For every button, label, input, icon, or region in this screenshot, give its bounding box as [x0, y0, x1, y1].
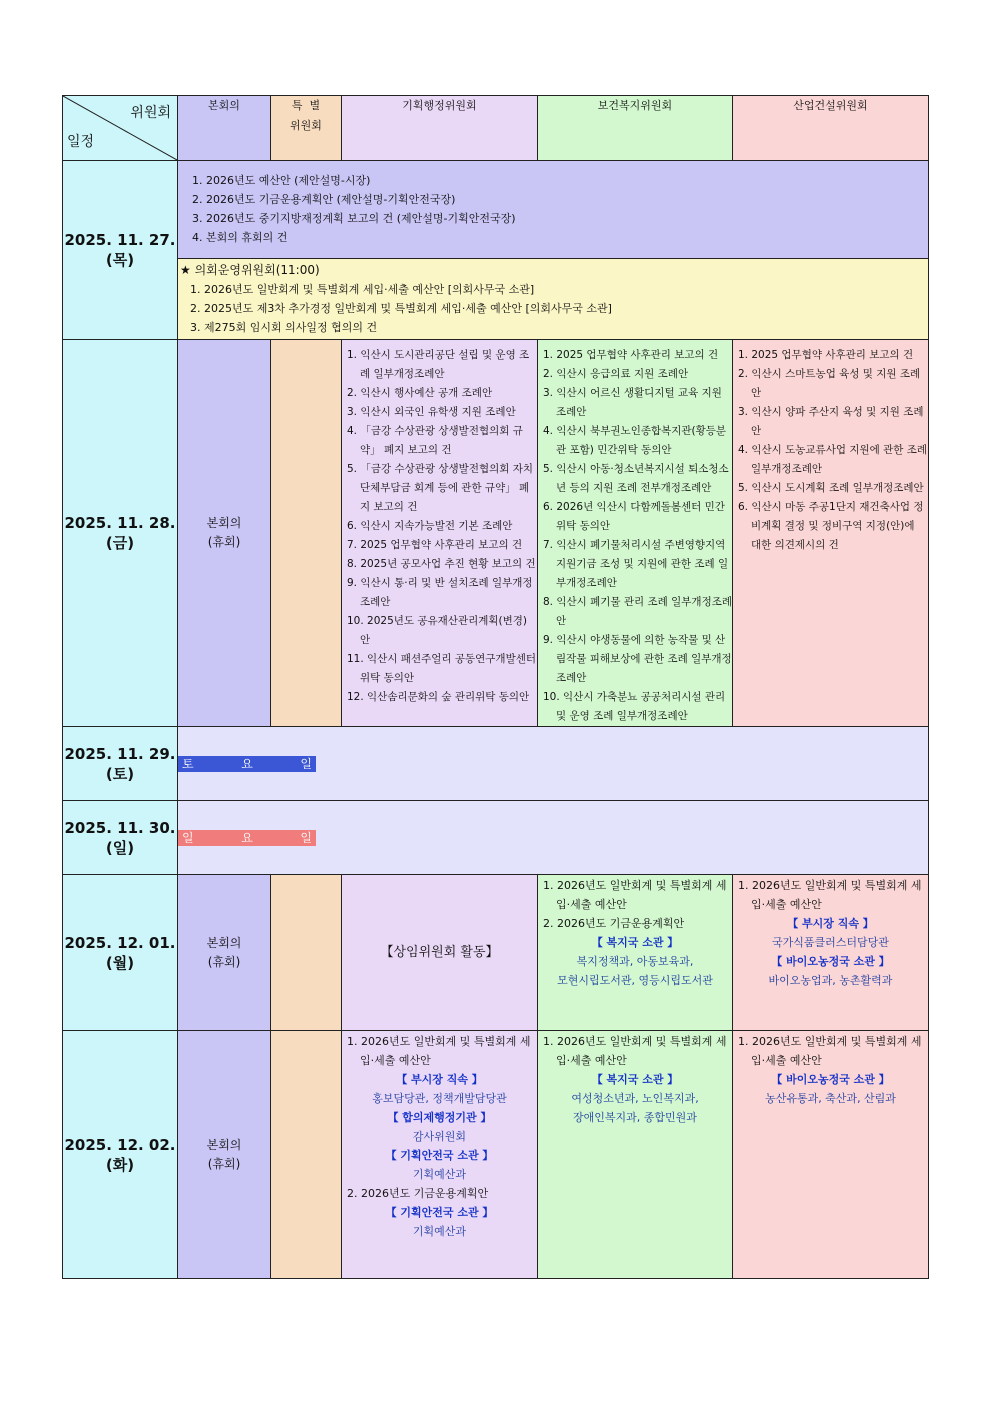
agenda-item: 1. 익산시 도시관리공단 설립 및 운영 조례 일부개정조례안 — [347, 349, 530, 380]
dept-sub: 국가식품클러스터담당관 — [772, 936, 889, 949]
agenda-item: 1. 2025 업무협약 사후관리 보고의 건 — [738, 349, 914, 361]
day-text: (목) — [105, 251, 135, 269]
sunday-label — [178, 830, 316, 846]
dept-tag: 【 부시장 직속 】 — [396, 1073, 483, 1086]
saneop-1202 — [733, 1031, 929, 1279]
dept-tag: 【 기획안전국 소관 】 — [385, 1206, 494, 1219]
agenda-item: 5. 익산시 도시계획 조례 일부개정조례안 — [738, 482, 924, 494]
agenda-item: 4. 「금강 수상관광 상생발전협의회 규약」 폐지 보고의 건 — [347, 425, 523, 456]
agenda-item: 3. 익산시 어르신 생활디지털 교육 지원 조례안 — [543, 387, 722, 418]
agenda-item: 6. 익산시 지속가능발전 기본 조례안 — [347, 520, 513, 532]
header-special — [271, 96, 342, 161]
bogeon-1128 — [538, 340, 733, 727]
agenda-item: 9. 익산시 야생동물에 의한 농작물 및 산림작물 피해보상에 관한 조례 일부개정조례안 — [543, 634, 732, 684]
day-text: (금) — [105, 534, 135, 552]
date-1129 — [63, 727, 178, 801]
gihoek-1201 — [342, 875, 538, 1031]
header-bogeon: 보건복지위원회 — [538, 96, 733, 161]
date-text: 2025. 11. 27. — [64, 231, 176, 249]
special-1201 — [271, 875, 342, 1031]
date-text: 2025. 11. 29. — [64, 744, 176, 763]
agenda-item: 1. 2026년도 일반회계 및 특별회계 세입·세출 예산안 — [738, 879, 922, 911]
special-1128 — [271, 340, 342, 727]
saneop-1128 — [733, 340, 929, 727]
dept-tag: 【 기획안전국 소관 】 — [385, 1149, 494, 1162]
agenda-item: 2. 2026년도 기금운용계획안 — [347, 1187, 489, 1200]
weekend-char: 요 — [241, 756, 253, 771]
agenda-item: 9. 익산시 통·리 및 반 설치조례 일부개정조례안 — [347, 577, 533, 608]
dept-sub: 기획예산과 — [412, 1168, 467, 1181]
day-text: (일) — [105, 838, 135, 857]
weekend-1129 — [178, 727, 929, 801]
plenary-status-sub: (휴회) — [207, 1156, 241, 1171]
day-text: (토) — [105, 764, 135, 783]
dept-tag: 【 합의제행정기관 】 — [387, 1111, 492, 1124]
council-item: 1. 2026년도 일반회계 및 특별회계 세입·세출 예산안 [의회사무국 소관] — [190, 283, 535, 296]
date-1202 — [63, 1031, 178, 1279]
agenda-item: 12. 익산솜리문화의 숲 관리위탁 동의안 — [347, 691, 530, 703]
agenda-item: 10. 익산시 가축분뇨 공공처리시설 관리 및 운영 조례 일부개정조례안 — [543, 691, 726, 722]
date-text: 2025. 12. 02. — [64, 1135, 176, 1154]
agenda-item: 3. 익산시 외국인 유학생 지원 조례안 — [347, 406, 516, 418]
plenary-status: 본회의 — [206, 935, 242, 950]
agenda-item: 10. 2025년도 공유재산관리계획(변경)안 — [347, 615, 528, 646]
date-1128 — [63, 340, 178, 727]
agenda-item: 6. 익산시 마동 주공1단지 재건축사업 정비계획 결정 및 정비구역 지정(안)에 대한 의견제시의 건 — [738, 501, 924, 551]
agenda-item: 5. 「금강 수상관광 상생발전협의회 자치단체부담금 회계 등에 관한 규약」 폐지 보고의 건 — [347, 463, 534, 513]
dept-tag: 【 바이오농정국 소관 】 — [771, 1073, 890, 1086]
committee-activity: 【상임위원회 활동】 — [380, 945, 499, 960]
dept-sub: 바이오농업과, 농촌활력과 — [768, 974, 893, 987]
date-text: 2025. 11. 30. — [64, 818, 176, 837]
header-date-cell — [63, 96, 178, 161]
agenda-item: 3. 익산시 양파 주산지 육성 및 지원 조례안 — [738, 406, 924, 437]
agenda-item: 11. 익산시 패션주얼리 공동연구개발센터 위탁 동의안 — [347, 653, 536, 684]
dept-tag: 【 복지국 소관 】 — [591, 1073, 679, 1086]
agenda-item: 2. 익산시 응급의료 지원 조례안 — [543, 368, 689, 380]
dept-sub: 농산유통과, 축산과, 산림과 — [765, 1092, 896, 1105]
gihoek-1202 — [342, 1031, 538, 1279]
agenda-item: 2. 2026년도 기금운용계획안 — [543, 917, 685, 930]
gihoek-1128 — [342, 340, 538, 727]
council-item: 2. 2025년도 제3차 추가경정 일반회계 및 특별회계 세입·세출 예산안 [의회사무국 소관] — [190, 302, 612, 315]
plenary-status-sub: (휴회) — [207, 535, 241, 549]
plenary-1128 — [178, 340, 271, 727]
bogeon-1202 — [538, 1031, 733, 1279]
weekend-char: 일 — [300, 756, 312, 771]
plenary-item: 2. 2026년도 기금운용계획안 (제안설명-기획안전국장) — [192, 193, 456, 206]
agenda-item: 1. 2026년도 일반회계 및 특별회계 세입·세출 예산안 — [347, 1035, 531, 1067]
plenary-status: 본회의 — [206, 1137, 242, 1152]
agenda-item: 1. 2026년도 일반회계 및 특별회계 세입·세출 예산안 — [738, 1035, 922, 1067]
plenary-status-sub: (휴회) — [207, 954, 241, 969]
agenda-item: 7. 2025 업무협약 사후관리 보고의 건 — [347, 539, 523, 551]
dept-sub: 감사위원회 — [412, 1130, 467, 1143]
agenda-item: 6. 2026년 익산시 다함께돌봄센터 민간위탁 동의안 — [543, 501, 725, 532]
row-1202 — [63, 1031, 929, 1279]
schedule-label: 일정 — [67, 134, 95, 150]
agenda-item: 4. 익산시 북부권노인종합복지관(황등분관 포함) 민간위탁 동의안 — [543, 425, 727, 456]
header-row — [63, 96, 929, 161]
date-1130 — [63, 801, 178, 875]
weekend-char: 토 — [182, 756, 194, 771]
date-text: 2025. 11. 28. — [64, 514, 176, 532]
header-saneop: 산업건설위원회 — [733, 96, 929, 161]
dept-tag: 【 바이오농정국 소관 】 — [771, 955, 890, 968]
agenda-item: 8. 2025년 공모사업 추진 현황 보고의 건 — [347, 558, 536, 570]
plenary-item: 4. 본회의 휴회의 건 — [192, 231, 288, 244]
agenda-item: 5. 익산시 아동·청소년복지시설 퇴소청소년 등의 지원 조례 전부개정조례안 — [543, 463, 729, 494]
dept-sub: 모현시립도서관, 영등시립도서관 — [557, 974, 713, 987]
schedule-table — [62, 95, 929, 1279]
dept-sub: 기획예산과 — [412, 1225, 467, 1238]
agenda-item: 4. 익산시 도농교류사업 지원에 관한 조례 일부개정조례안 — [738, 444, 927, 475]
dept-sub: 홍보담당관, 정책개발담당관 — [372, 1092, 507, 1105]
agenda-item: 1. 2025 업무협약 사후관리 보고의 건 — [543, 349, 719, 361]
day-text: (화) — [105, 1155, 135, 1174]
header-special-line1: 특 별 — [291, 99, 321, 112]
row-1129 — [63, 727, 929, 801]
dept-tag: 【 복지국 소관 】 — [591, 936, 679, 949]
row-1128 — [63, 340, 929, 727]
date-text: 2025. 12. 01. — [64, 933, 176, 952]
plenary-item: 1. 2026년도 예산안 (제안설명-시장) — [192, 174, 371, 187]
weekend-char: 일 — [300, 830, 312, 845]
weekend-1130 — [178, 801, 929, 875]
council-agenda-1127 — [178, 259, 929, 340]
row-1130 — [63, 801, 929, 875]
header-special-line2: 위원회 — [290, 119, 322, 132]
header-plenary: 본회의 — [178, 96, 271, 161]
plenary-1201 — [178, 875, 271, 1031]
agenda-item: 1. 2026년도 일반회계 및 특별회계 세입·세출 예산안 — [543, 1035, 727, 1067]
agenda-item: 1. 2026년도 일반회계 및 특별회계 세입·세출 예산안 — [543, 879, 727, 911]
council-item: 3. 제275회 임시회 의사일정 협의의 건 — [190, 321, 378, 334]
agenda-item: 2. 익산시 스마트농업 육성 및 지원 조례안 — [738, 368, 921, 399]
header-gihoek: 기획행정위원회 — [342, 96, 538, 161]
plenary-status: 본회의 — [206, 516, 242, 530]
row-1127-a — [63, 161, 929, 259]
day-text: (월) — [105, 953, 135, 972]
weekend-char: 요 — [241, 830, 253, 845]
saturday-label — [178, 756, 316, 772]
date-1127 — [63, 161, 178, 340]
dept-sub: 복지정책과, 아동보육과, — [576, 955, 694, 968]
row-1127-b — [63, 259, 929, 340]
plenary-agenda-1127 — [178, 161, 929, 259]
special-1202 — [271, 1031, 342, 1279]
committee-label: 위원회 — [130, 105, 171, 121]
dept-sub: 장애인복지과, 종합민원과 — [573, 1111, 697, 1124]
row-1201 — [63, 875, 929, 1031]
dept-tag: 【 부시장 직속 】 — [787, 917, 874, 930]
council-title: ★ 의회운영위원회(11:00) — [180, 263, 320, 277]
agenda-item: 8. 익산시 폐기물 관리 조례 일부개정조례안 — [543, 596, 732, 627]
agenda-item: 7. 익산시 폐기물처리시설 주변영향지역 지원기금 조성 및 지원에 관한 조례 일부개정조례안 — [543, 539, 729, 589]
plenary-item: 3. 2026년도 중기지방재정계획 보고의 건 (제안설명-기획안전국장) — [192, 212, 516, 225]
date-1201 — [63, 875, 178, 1031]
agenda-item: 2. 익산시 행사예산 공개 조례안 — [347, 387, 493, 399]
saneop-1201 — [733, 875, 929, 1031]
dept-sub: 여성청소년과, 노인복지과, — [571, 1092, 699, 1105]
plenary-1202 — [178, 1031, 271, 1279]
bogeon-1201 — [538, 875, 733, 1031]
weekend-char: 일 — [182, 830, 194, 845]
